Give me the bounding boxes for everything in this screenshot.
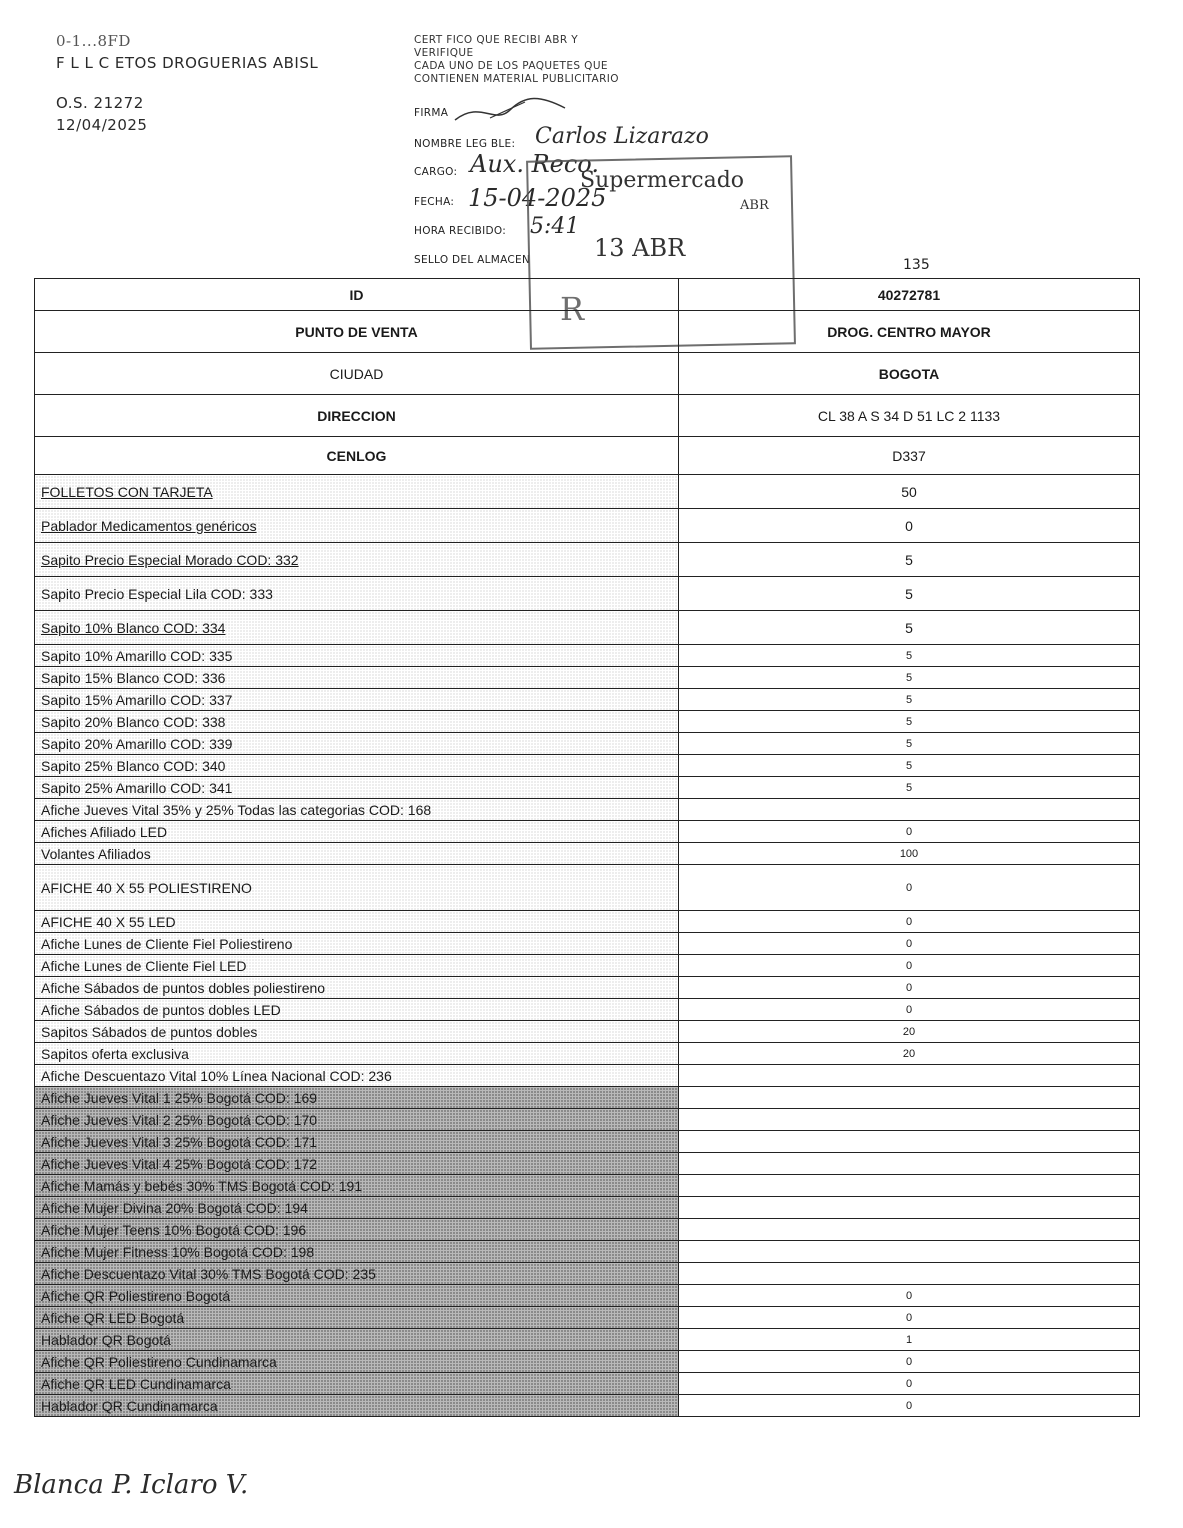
table-row [35,911,1140,933]
item-label [35,475,679,509]
table-row [35,1197,1140,1219]
item-label [35,755,679,777]
page-number: 135 [903,257,930,273]
row-value: 40272781 [679,279,1140,311]
row-value: CL 38 A S 34 D 51 LC 2 1133 [679,395,1140,437]
table-row [35,475,1140,509]
item-label-text: Hablador QR Cundinamarca [41,1397,218,1414]
item-quantity [679,1087,1140,1109]
nombre-label: NOMBRE LEG BLE: [414,138,516,150]
table-row [35,1175,1140,1197]
certification-text [414,34,619,86]
table-row [35,821,1140,843]
nombre-value: Carlos Lizarazo [535,124,709,149]
item-label-text: Afiche Lunes de Cliente Fiel Poliestireno [41,935,293,952]
table-row [35,279,1140,311]
item-label-text: Sapito Precio Especial Lila COD: 333 [41,585,273,602]
stamp-line1: Supermercado [580,168,745,193]
item-label-text: AFICHE 40 X 55 POLIESTIRENO [41,879,252,896]
item-label [35,977,679,999]
item-label-text: Sapitos Sábados de puntos dobles [41,1023,258,1040]
item-label [35,1043,679,1065]
hora-label: HORA RECIBIDO: [414,225,507,237]
item-quantity: 5 [679,577,1140,611]
item-quantity [679,1109,1140,1131]
item-label-text: Sapito 10% Blanco COD: 334 [41,619,226,636]
item-label [35,777,679,799]
item-quantity: 5 [679,667,1140,689]
table-item-rows [35,475,1140,1417]
item-label [35,865,679,911]
cargo-value: Aux. Reco. [470,150,599,178]
table-row [35,1263,1140,1285]
table-row [35,509,1140,543]
item-label-text: Pablador Medicamentos genéricos [41,517,257,534]
cert-line: CERT FICO QUE RECIBI ABR Y [414,34,579,46]
table-row [35,1395,1140,1417]
item-quantity [679,1241,1140,1263]
item-label-text: FOLLETOS CON TARJETA [41,483,213,500]
table-row [35,711,1140,733]
item-label-text: Afiche Sábados de puntos dobles LED [41,1001,281,1018]
item-quantity: 0 [679,911,1140,933]
hora-value: 5:41 [530,214,580,239]
item-quantity: 5 [679,611,1140,645]
item-quantity: 0 [679,1351,1140,1373]
item-label [35,611,679,645]
table-row [35,755,1140,777]
item-quantity: 0 [679,821,1140,843]
table-row [35,1065,1140,1087]
item-quantity: 50 [679,475,1140,509]
table-row [35,777,1140,799]
table-row [35,1373,1140,1395]
item-label-text: Afiche Lunes de Cliente Fiel LED [41,957,247,974]
item-quantity: 0 [679,1285,1140,1307]
item-label-text: Afiche QR LED Cundinamarca [41,1375,231,1392]
row-label: CIUDAD [35,353,679,395]
item-quantity: 0 [679,1373,1140,1395]
table-row [35,1043,1140,1065]
item-quantity: 5 [679,777,1140,799]
item-label-text: AFICHE 40 X 55 LED [41,913,176,930]
table-row [35,667,1140,689]
row-value: BOGOTA [679,353,1140,395]
item-quantity: 0 [679,955,1140,977]
item-label [35,799,679,821]
table-row [35,311,1140,353]
item-label-text: Sapito Precio Especial Morado COD: 332 [41,551,299,568]
item-label-text: Afiche Jueves Vital 2 25% Bogotá COD: 170 [41,1111,318,1128]
table-row [35,955,1140,977]
table-row [35,689,1140,711]
item-quantity: 5 [679,645,1140,667]
item-label-text: Afiche Jueves Vital 1 25% Bogotá COD: 169 [41,1089,318,1106]
stamp-line3: R [560,290,585,328]
item-label-text: Sapito 25% Blanco COD: 340 [41,757,226,774]
table-row [35,1087,1140,1109]
table-row [35,865,1140,911]
fecha-label: FECHA: [414,196,455,208]
table-row [35,1131,1140,1153]
item-label [35,733,679,755]
item-label-text: Afiches Afiliado LED [41,823,168,840]
item-quantity: 0 [679,1395,1140,1417]
item-label-text: Afiche Mujer Fitness 10% Bogotá COD: 198 [41,1243,315,1260]
item-label-text: Afiche Sábados de puntos dobles poliestireno [41,979,326,996]
table-header-rows [35,279,1140,475]
row-label: DIRECCION [35,395,679,437]
item-quantity: 5 [679,543,1140,577]
item-quantity: 20 [679,1043,1140,1065]
item-label [35,1175,679,1197]
item-label [35,1197,679,1219]
os-number: O.S. 21272 [56,94,144,112]
item-label-text: Afiche Descuentazo Vital 10% Línea Nacional COD: 236 [41,1067,392,1084]
table-row [35,577,1140,611]
item-label-text: Sapito 10% Amarillo COD: 335 [41,647,233,664]
table-row [35,645,1140,667]
table-row [35,395,1140,437]
table-row [35,1021,1140,1043]
top-scribble: 0-1...8FD [56,32,131,50]
item-quantity [679,1263,1140,1285]
item-label [35,1087,679,1109]
item-quantity: 0 [679,999,1140,1021]
table-row [35,999,1140,1021]
item-label [35,1021,679,1043]
item-label-text: Afiche QR Poliestireno Bogotá [41,1287,231,1304]
item-label [35,911,679,933]
stamp-date: 13 ABR [594,234,686,262]
table-row [35,799,1140,821]
table-row [35,1307,1140,1329]
table-row [35,733,1140,755]
table-row [35,977,1140,999]
item-label-text: Sapito 20% Blanco COD: 338 [41,713,226,730]
table-row [35,933,1140,955]
item-quantity: 20 [679,1021,1140,1043]
item-label [35,1109,679,1131]
item-label-text: Afiche Jueves Vital 3 25% Bogotá COD: 171 [41,1133,318,1150]
item-label [35,1241,679,1263]
item-quantity [679,1153,1140,1175]
sello-label: SELLO DEL ALMACEN [414,254,531,266]
document-date: 12/04/2025 [56,116,148,134]
item-quantity: 5 [679,711,1140,733]
stamp-fragment: ABR [740,198,769,213]
item-label [35,843,679,865]
item-quantity: 5 [679,689,1140,711]
item-label-text: Afiche Jueves Vital 35% y 25% Todas las categorias COD: 168 [41,801,432,818]
table-row [35,1109,1140,1131]
item-label [35,933,679,955]
item-label [35,1307,679,1329]
item-label [35,667,679,689]
item-label-text: Hablador QR Bogotá [41,1331,171,1348]
item-label-text: Afiche QR LED Bogotá [41,1309,185,1326]
item-quantity: 5 [679,733,1140,755]
row-label: ID [35,279,679,311]
row-label: PUNTO DE VENTA [35,311,679,353]
item-label [35,1329,679,1351]
footer-handwriting: Blanca P. Iclaro V. [14,1470,249,1500]
table-row [35,1351,1140,1373]
item-label [35,1263,679,1285]
cert-line: CADA UNO DE LOS PAQUETES QUE [414,60,608,72]
item-quantity: 0 [679,933,1140,955]
item-label-text: Sapito 15% Blanco COD: 336 [41,669,226,686]
item-label [35,1153,679,1175]
table-row [35,1241,1140,1263]
item-label-text: Afiche Mamás y bebés 30% TMS Bogotá COD: 191 [41,1177,363,1194]
item-label [35,1373,679,1395]
item-quantity [679,1219,1140,1241]
item-label [35,711,679,733]
table-row [35,353,1140,395]
table-row [35,1329,1140,1351]
item-label [35,1131,679,1153]
row-value: DROG. CENTRO MAYOR [679,311,1140,353]
table-row [35,1153,1140,1175]
table-row [35,843,1140,865]
item-label [35,1285,679,1307]
company-line: F L L C ETOS DROGUERIAS ABISL [56,54,319,72]
item-quantity [679,799,1140,821]
item-label-text: Afiche QR Poliestireno Cundinamarca [41,1353,277,1370]
item-quantity [679,1197,1140,1219]
header-left [56,30,318,136]
item-label [35,1219,679,1241]
item-quantity: 1 [679,1329,1140,1351]
item-label-text: Volantes Afiliados [41,845,151,862]
table-row [35,611,1140,645]
item-label [35,577,679,611]
item-quantity [679,1131,1140,1153]
item-label [35,955,679,977]
item-label [35,1351,679,1373]
item-quantity: 0 [679,1307,1140,1329]
item-label [35,1065,679,1087]
item-label-text: Afiche Mujer Teens 10% Bogotá COD: 196 [41,1221,307,1238]
item-label [35,999,679,1021]
table-row [35,543,1140,577]
firma-label: FIRMA [414,107,449,119]
table-row [35,437,1140,475]
item-quantity: 100 [679,843,1140,865]
item-label [35,689,679,711]
table-row [35,1219,1140,1241]
item-quantity [679,1065,1140,1087]
item-label-text: Afiche Jueves Vital 4 25% Bogotá COD: 172 [41,1155,318,1172]
item-quantity: 0 [679,509,1140,543]
item-quantity [679,1175,1140,1197]
item-label [35,1395,679,1417]
cert-line: VERIFIQUE [414,47,474,59]
item-label-text: Sapito 20% Amarillo COD: 339 [41,735,233,752]
item-label-text: Sapitos oferta exclusiva [41,1045,189,1062]
item-label-text: Sapito 15% Amarillo COD: 337 [41,691,233,708]
item-label [35,821,679,843]
material-table [34,278,1140,1417]
item-quantity: 0 [679,977,1140,999]
item-label-text: Afiche Descuentazo Vital 30% TMS Bogotá COD: 235 [41,1265,376,1282]
item-label-text: Sapito 25% Amarillo COD: 341 [41,779,233,796]
row-value: D337 [679,437,1140,475]
cert-line: CONTIENEN MATERIAL PUBLICITARIO [414,73,619,85]
table-row [35,1285,1140,1307]
item-label [35,509,679,543]
item-label-text: Afiche Mujer Divina 20% Bogotá COD: 194 [41,1199,308,1216]
item-quantity: 0 [679,865,1140,911]
row-label: CENLOG [35,437,679,475]
item-label [35,645,679,667]
item-label [35,543,679,577]
cargo-label: CARGO: [414,166,458,178]
fecha-value: 15-04-2025 [468,184,607,212]
item-quantity: 5 [679,755,1140,777]
